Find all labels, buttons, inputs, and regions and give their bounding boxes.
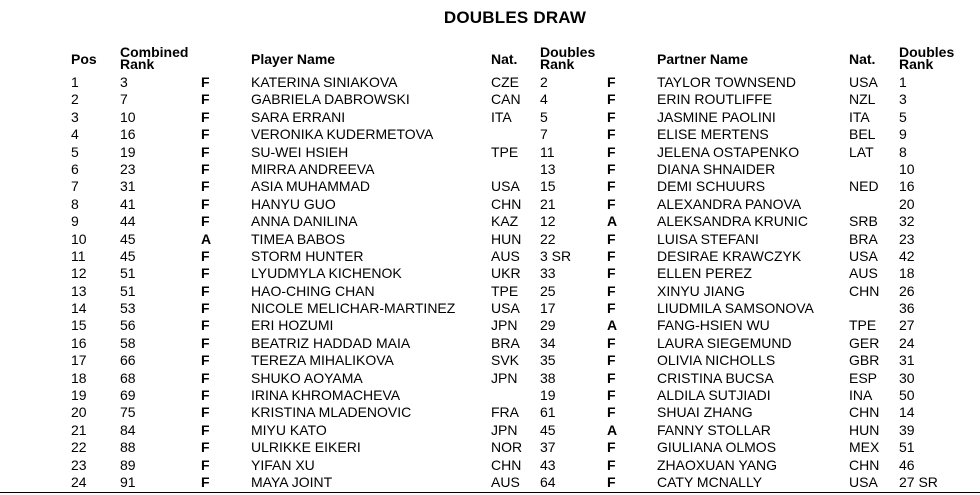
partner-entry-type-cell: F — [607, 282, 616, 299]
entry-type-cell: F — [201, 352, 210, 369]
combined-rank-cell: 53 — [120, 300, 136, 317]
player-name-cell: ULRIKKE EIKERI — [251, 439, 361, 456]
partner-doubles-rank-cell: 27 — [899, 317, 915, 334]
partner-nat-cell: CHN — [849, 282, 880, 299]
player-doubles-rank-cell: 3 SR — [540, 247, 572, 264]
player-nat-cell: USA — [491, 178, 520, 195]
partner-doubles-rank-cell: 26 — [899, 282, 915, 299]
player-nat-cell: BRA — [491, 334, 520, 351]
header-doubles-rank-line2: Rank — [540, 56, 575, 72]
player-nat-cell: ITA — [491, 108, 512, 125]
partner-nat-cell: USA — [849, 247, 878, 264]
entry-type-cell: F — [201, 91, 210, 108]
partner-name-cell: OLIVIA NICHOLLS — [657, 352, 776, 369]
pos-cell: 22 — [71, 439, 87, 456]
combined-rank-cell: 10 — [120, 108, 136, 125]
entry-type-cell: F — [201, 456, 210, 473]
pos-cell: 11 — [71, 247, 86, 264]
partner-doubles-rank-cell: 32 — [899, 213, 915, 230]
player-nat-cell: AUS — [491, 473, 520, 490]
table-row — [0, 248, 980, 265]
pos-cell: 1 — [71, 74, 79, 90]
player-name-cell: GABRIELA DABROWSKI — [251, 91, 410, 108]
partner-doubles-rank-cell: 31 — [899, 352, 915, 369]
player-doubles-rank-cell: 11 — [540, 143, 555, 160]
partner-doubles-rank-cell: 30 — [899, 369, 915, 386]
entry-type-cell: F — [201, 126, 210, 143]
partner-name-cell: CATY MCNALLY — [657, 473, 763, 490]
player-name-cell: ERI HOZUMI — [251, 317, 334, 334]
header-player-name: Player Name — [251, 51, 336, 67]
table-row — [0, 370, 980, 387]
combined-rank-cell: 19 — [120, 143, 136, 160]
player-name-cell: TEREZA MIHALIKOVA — [251, 352, 394, 369]
player-doubles-rank-cell: 4 — [540, 91, 548, 108]
entry-type-cell: F — [201, 143, 210, 160]
entry-type-cell: F — [201, 178, 210, 195]
draw-table-body — [0, 74, 980, 491]
player-name-cell: NICOLE MELICHAR-MARTINEZ — [251, 300, 456, 317]
entry-type-cell: F — [201, 439, 210, 456]
partner-doubles-rank-cell: 42 — [899, 247, 915, 264]
player-doubles-rank-cell: 15 — [540, 178, 556, 195]
header-partner-doubles-rank-line2: Rank — [899, 56, 934, 72]
partner-name-cell: JELENA OSTAPENKO — [657, 143, 800, 160]
partner-entry-type-cell: F — [607, 369, 616, 386]
partner-name-cell: FANG-HSIEN WU — [657, 317, 770, 334]
player-nat-cell: FRA — [491, 404, 519, 421]
partner-nat-cell: USA — [849, 473, 878, 490]
player-nat-cell: CHN — [491, 456, 522, 473]
table-row — [0, 283, 980, 300]
entry-type-cell: F — [201, 282, 210, 299]
player-nat-cell: JPN — [491, 421, 518, 438]
entry-type-cell: F — [201, 74, 210, 90]
table-row — [0, 404, 980, 421]
table-row — [0, 474, 980, 491]
partner-name-cell: ELLEN PEREZ — [657, 265, 752, 282]
partner-entry-type-cell: F — [607, 387, 616, 404]
player-name-cell: SHUKO AOYAMA — [251, 369, 363, 386]
player-name-cell: KRISTINA MLADENOVIC — [251, 404, 412, 421]
partner-nat-cell: ITA — [849, 108, 870, 125]
partner-nat-cell: NED — [849, 178, 879, 195]
player-nat-cell: AUS — [491, 247, 520, 264]
combined-rank-cell: 91 — [120, 473, 136, 490]
partner-entry-type-cell: F — [607, 456, 616, 473]
partner-doubles-rank-cell: 24 — [899, 334, 915, 351]
pos-cell: 10 — [71, 230, 87, 247]
player-doubles-rank-cell: 45 — [540, 421, 556, 438]
pos-cell: 23 — [71, 456, 87, 473]
combined-rank-cell: 66 — [120, 352, 136, 369]
partner-nat-cell: SRB — [849, 213, 878, 230]
partner-doubles-rank-cell: 20 — [899, 195, 915, 212]
pos-cell: 14 — [71, 300, 87, 317]
partner-nat-cell: HUN — [849, 421, 880, 438]
player-doubles-rank-cell: 37 — [540, 439, 556, 456]
player-doubles-rank-cell: 2 — [540, 74, 548, 90]
table-row — [0, 457, 980, 474]
player-nat-cell: CAN — [491, 91, 521, 108]
partner-doubles-rank-cell: 18 — [899, 265, 915, 282]
player-doubles-rank-cell: 38 — [540, 369, 556, 386]
combined-rank-cell: 45 — [120, 230, 136, 247]
entry-type-cell: F — [201, 300, 210, 317]
table-row — [0, 352, 980, 369]
partner-entry-type-cell: F — [607, 404, 616, 421]
partner-entry-type-cell: A — [607, 317, 618, 334]
partner-doubles-rank-cell: 50 — [899, 387, 915, 404]
pos-cell: 15 — [71, 317, 87, 334]
table-row — [0, 300, 980, 317]
player-name-cell: ANNA DANILINA — [251, 213, 358, 230]
partner-entry-type-cell: F — [607, 439, 616, 456]
table-row — [0, 265, 980, 282]
pos-cell: 2 — [71, 91, 79, 108]
partner-doubles-rank-cell: 9 — [899, 126, 907, 143]
partner-nat-cell: INA — [849, 387, 873, 404]
partner-nat-cell: MEX — [849, 439, 880, 456]
entry-type-cell: F — [201, 473, 210, 490]
table-row — [0, 178, 980, 195]
partner-doubles-rank-cell: 14 — [899, 404, 915, 421]
player-nat-cell: HUN — [491, 230, 522, 247]
partner-entry-type-cell: F — [607, 352, 616, 369]
partner-name-cell: ALEKSANDRA KRUNIC — [657, 213, 808, 230]
partner-name-cell: SHUAI ZHANG — [657, 404, 753, 421]
pos-cell: 7 — [71, 178, 79, 195]
partner-entry-type-cell: F — [607, 126, 616, 143]
pos-cell: 9 — [71, 213, 79, 230]
player-name-cell: VERONIKA KUDERMETOVA — [251, 126, 434, 143]
player-doubles-rank-cell: 19 — [540, 387, 556, 404]
table-row — [0, 91, 980, 108]
table-row — [0, 161, 980, 178]
pos-cell: 3 — [71, 108, 79, 125]
partner-name-cell: ERIN ROUTLIFFE — [657, 91, 773, 108]
combined-rank-cell: 41 — [120, 195, 136, 212]
entry-type-cell: F — [201, 404, 210, 421]
partner-name-cell: DESIRAE KRAWCZYK — [657, 247, 802, 264]
partner-doubles-rank-cell: 23 — [899, 230, 915, 247]
table-row — [0, 439, 980, 456]
entry-type-cell: F — [201, 265, 210, 282]
combined-rank-cell: 45 — [120, 247, 136, 264]
entry-type-cell: F — [201, 421, 210, 438]
partner-nat-cell: BRA — [849, 230, 878, 247]
player-name-cell: SU-WEI HSIEH — [251, 143, 349, 160]
player-doubles-rank-cell: 13 — [540, 160, 556, 177]
pos-cell: 4 — [71, 126, 79, 143]
header-partner-name: Partner Name — [657, 51, 749, 67]
entry-type-cell: F — [201, 213, 210, 230]
entry-type-cell: F — [201, 334, 210, 351]
header-combined-rank-line1: Combined — [120, 44, 189, 60]
table-row — [0, 144, 980, 161]
partner-doubles-rank-cell: 5 — [899, 108, 907, 125]
combined-rank-cell: 88 — [120, 439, 136, 456]
header-combined-rank-line2: Rank — [120, 56, 155, 72]
combined-rank-cell: 7 — [120, 91, 128, 108]
partner-entry-type-cell: F — [607, 108, 616, 125]
player-nat-cell: UKR — [491, 265, 521, 282]
player-doubles-rank-cell: 64 — [540, 473, 556, 490]
partner-name-cell: ELISE MERTENS — [657, 126, 769, 143]
player-doubles-rank-cell: 43 — [540, 456, 556, 473]
player-nat-cell: KAZ — [491, 213, 519, 230]
page-title: DOUBLES DRAW — [443, 8, 587, 27]
player-doubles-rank-cell: 5 — [540, 108, 548, 125]
combined-rank-cell: 23 — [120, 160, 136, 177]
partner-name-cell: CRISTINA BUCSA — [657, 369, 774, 386]
player-doubles-rank-cell: 7 — [540, 126, 548, 143]
partner-name-cell: GIULIANA OLMOS — [657, 439, 777, 456]
partner-name-cell: LAURA SIEGEMUND — [657, 334, 792, 351]
player-doubles-rank-cell: 17 — [540, 300, 556, 317]
partner-nat-cell: USA — [849, 74, 878, 90]
header-doubles-rank-line1: Doubles — [540, 44, 596, 60]
partner-name-cell: DIANA SHNAIDER — [657, 160, 776, 177]
combined-rank-cell: 3 — [120, 74, 128, 90]
player-nat-cell: USA — [491, 300, 520, 317]
combined-rank-cell: 56 — [120, 317, 136, 334]
player-name-cell: SARA ERRANI — [251, 108, 346, 125]
combined-rank-cell: 68 — [120, 369, 136, 386]
table-row — [0, 109, 980, 126]
table-row — [0, 196, 980, 213]
partner-doubles-rank-cell: 3 — [899, 91, 907, 108]
partner-entry-type-cell: F — [607, 334, 616, 351]
header-partner-doubles-rank-line1: Doubles — [899, 44, 955, 60]
player-nat-cell: NOR — [491, 439, 523, 456]
partner-nat-cell: NZL — [849, 91, 876, 108]
player-doubles-rank-cell: 12 — [540, 213, 556, 230]
combined-rank-cell: 51 — [120, 265, 136, 282]
partner-entry-type-cell: A — [607, 213, 618, 230]
bottom-divider — [0, 492, 980, 493]
partner-name-cell: TAYLOR TOWNSEND — [657, 74, 796, 90]
combined-rank-cell: 89 — [120, 456, 136, 473]
partner-entry-type-cell: F — [607, 473, 616, 490]
player-name-cell: BEATRIZ HADDAD MAIA — [251, 334, 411, 351]
entry-type-cell: F — [201, 195, 210, 212]
pos-cell: 8 — [71, 195, 79, 212]
partner-entry-type-cell: F — [607, 247, 616, 264]
player-name-cell: MIYU KATO — [251, 421, 327, 438]
entry-type-cell: A — [201, 230, 212, 247]
partner-nat-cell: GBR — [849, 352, 880, 369]
entry-type-cell: F — [201, 317, 210, 334]
table-row — [0, 231, 980, 248]
partner-doubles-rank-cell: 1 — [899, 74, 907, 90]
pos-cell: 21 — [71, 421, 87, 438]
partner-name-cell: LUISA STEFANI — [657, 230, 759, 247]
partner-doubles-rank-cell: 8 — [899, 143, 907, 160]
player-doubles-rank-cell: 21 — [540, 195, 556, 212]
partner-doubles-rank-cell: 46 — [899, 456, 915, 473]
partner-entry-type-cell: F — [607, 195, 616, 212]
table-row — [0, 213, 980, 230]
pos-cell: 24 — [71, 473, 87, 490]
player-name-cell: MAYA JOINT — [251, 473, 333, 490]
partner-entry-type-cell: F — [607, 300, 616, 317]
partner-nat-cell: GER — [849, 334, 880, 351]
partner-name-cell: ZHAOXUAN YANG — [657, 456, 778, 473]
pos-cell: 6 — [71, 160, 79, 177]
partner-doubles-rank-cell: 39 — [899, 421, 915, 438]
player-name-cell: ASIA MUHAMMAD — [251, 178, 371, 195]
partner-entry-type-cell: F — [607, 178, 616, 195]
partner-doubles-rank-cell: 27 SR — [899, 473, 938, 490]
entry-type-cell: F — [201, 247, 210, 264]
player-doubles-rank-cell: 33 — [540, 265, 556, 282]
table-row — [0, 317, 980, 334]
combined-rank-cell: 44 — [120, 213, 136, 230]
partner-entry-type-cell: F — [607, 265, 616, 282]
entry-type-cell: F — [201, 387, 210, 404]
partner-entry-type-cell: F — [607, 143, 616, 160]
pos-cell: 19 — [71, 387, 87, 404]
partner-nat-cell: CHN — [849, 456, 880, 473]
player-name-cell: LYUDMYLA KICHENOK — [251, 265, 402, 282]
partner-name-cell: ALDILA SUTJIADI — [657, 387, 771, 404]
partner-nat-cell: AUS — [849, 265, 878, 282]
combined-rank-cell: 51 — [120, 282, 136, 299]
partner-name-cell: XINYU JIANG — [657, 282, 745, 299]
player-nat-cell: SVK — [491, 352, 520, 369]
pos-cell: 20 — [71, 404, 87, 421]
player-doubles-rank-cell: 61 — [540, 404, 556, 421]
entry-type-cell: F — [201, 108, 210, 125]
player-nat-cell: CHN — [491, 195, 522, 212]
pos-cell: 5 — [71, 143, 79, 160]
player-nat-cell: JPN — [491, 317, 518, 334]
table-row — [0, 422, 980, 439]
pos-cell: 13 — [71, 282, 87, 299]
partner-nat-cell: ESP — [849, 369, 878, 386]
pos-cell: 16 — [71, 334, 87, 351]
player-doubles-rank-cell: 25 — [540, 282, 556, 299]
partner-name-cell: JASMINE PAOLINI — [657, 108, 776, 125]
player-nat-cell: CZE — [491, 74, 519, 90]
header-nat: Nat. — [491, 51, 518, 67]
player-nat-cell: TPE — [491, 143, 519, 160]
partner-nat-cell: TPE — [849, 317, 877, 334]
pos-cell: 12 — [71, 265, 87, 282]
partner-nat-cell: LAT — [849, 143, 874, 160]
player-doubles-rank-cell: 29 — [540, 317, 556, 334]
combined-rank-cell: 75 — [120, 404, 136, 421]
combined-rank-cell: 58 — [120, 334, 136, 351]
entry-type-cell: F — [201, 369, 210, 386]
table-row — [0, 126, 980, 143]
player-doubles-rank-cell: 34 — [540, 334, 556, 351]
partner-doubles-rank-cell: 16 — [899, 178, 915, 195]
combined-rank-cell: 31 — [120, 178, 136, 195]
player-name-cell: MIRRA ANDREEVA — [251, 160, 375, 177]
player-doubles-rank-cell: 35 — [540, 352, 556, 369]
partner-entry-type-cell: F — [607, 91, 616, 108]
partner-entry-type-cell: A — [607, 421, 618, 438]
table-row — [0, 74, 980, 91]
table-row — [0, 335, 980, 352]
header-partner-nat: Nat. — [849, 51, 876, 67]
player-name-cell: HANYU GUO — [251, 195, 336, 212]
combined-rank-cell: 69 — [120, 387, 136, 404]
player-nat-cell: TPE — [491, 282, 519, 299]
table-row — [0, 387, 980, 404]
player-name-cell: TIMEA BABOS — [251, 230, 346, 247]
partner-entry-type-cell: F — [607, 160, 616, 177]
partner-entry-type-cell: F — [607, 230, 616, 247]
pos-cell: 17 — [71, 352, 87, 369]
partner-name-cell: FANNY STOLLAR — [657, 421, 771, 438]
partner-name-cell: LIUDMILA SAMSONOVA — [657, 300, 814, 317]
partner-name-cell: DEMI SCHUURS — [657, 178, 766, 195]
partner-doubles-rank-cell: 51 — [899, 439, 915, 456]
partner-doubles-rank-cell: 36 — [899, 300, 915, 317]
combined-rank-cell: 16 — [120, 126, 136, 143]
partner-nat-cell: CHN — [849, 404, 880, 421]
player-doubles-rank-cell: 22 — [540, 230, 556, 247]
partner-nat-cell: BEL — [849, 126, 876, 143]
player-name-cell: KATERINA SINIAKOVA — [251, 74, 398, 90]
pos-cell: 18 — [71, 369, 87, 386]
player-name-cell: IRINA KHROMACHEVA — [251, 387, 401, 404]
partner-doubles-rank-cell: 10 — [899, 160, 915, 177]
partner-name-cell: ALEXANDRA PANOVA — [657, 195, 802, 212]
player-name-cell: STORM HUNTER — [251, 247, 364, 264]
combined-rank-cell: 84 — [120, 421, 136, 438]
partner-entry-type-cell: F — [607, 74, 616, 90]
player-name-cell: HAO-CHING CHAN — [251, 282, 375, 299]
header-pos: Pos — [71, 51, 97, 67]
entry-type-cell: F — [201, 160, 210, 177]
player-nat-cell: JPN — [491, 369, 518, 386]
player-name-cell: YIFAN XU — [251, 456, 315, 473]
